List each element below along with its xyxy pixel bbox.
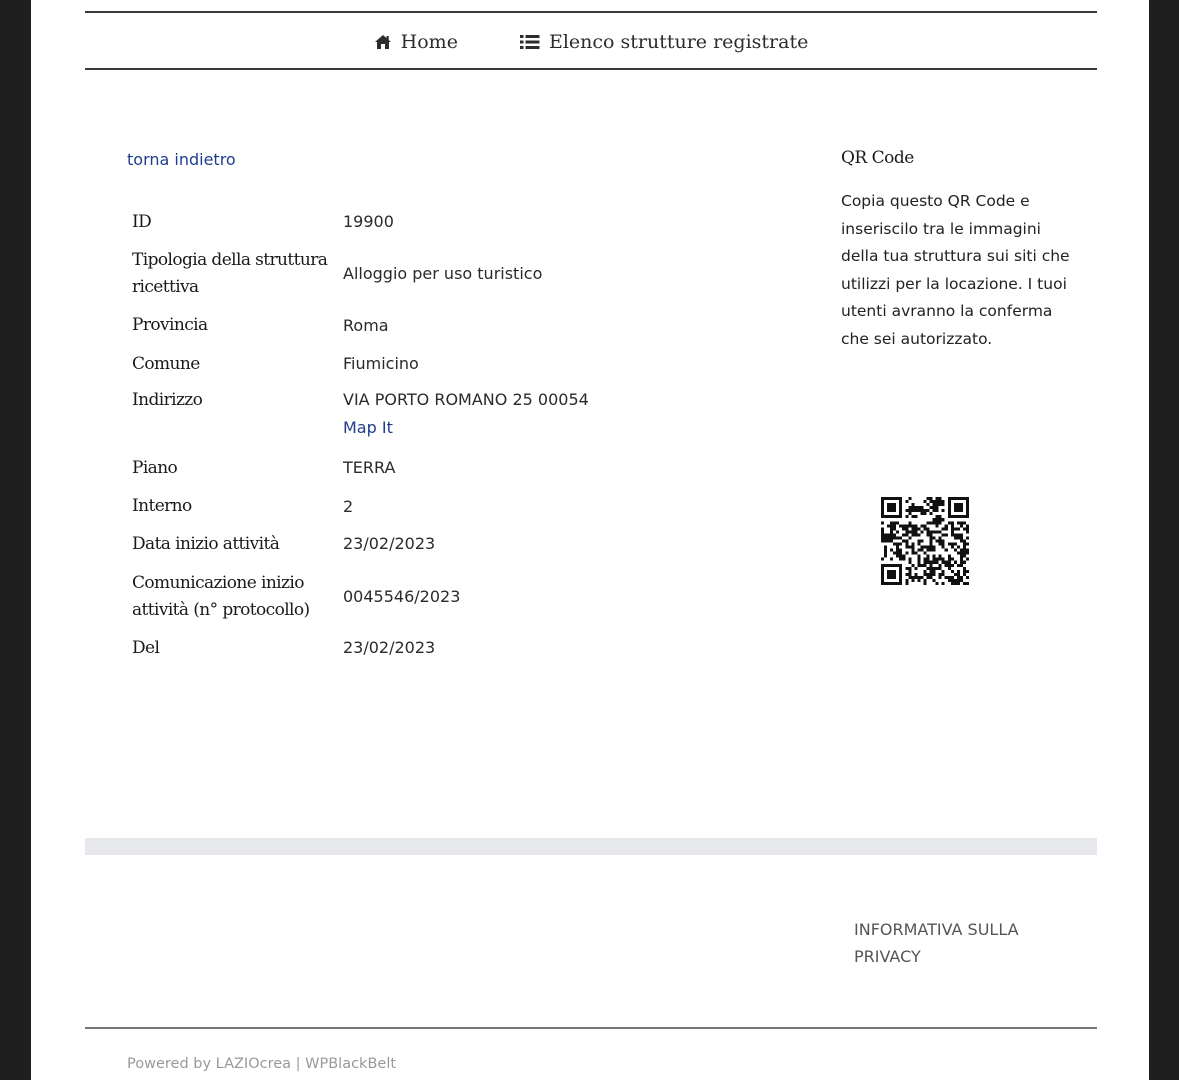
detail-row-data-inizio bbox=[132, 525, 692, 563]
nav-list-link[interactable] bbox=[520, 31, 808, 53]
detail-label: Provincia bbox=[132, 315, 208, 335]
page bbox=[31, 0, 1149, 1080]
top-rule bbox=[85, 11, 1097, 13]
detail-value: 2 bbox=[343, 496, 354, 516]
detail-value: TERRA bbox=[343, 458, 396, 477]
nav-home-label: Home bbox=[400, 30, 458, 53]
detail-value bbox=[343, 386, 589, 442]
qr-title: QR Code bbox=[841, 148, 914, 168]
detail-row-id bbox=[132, 205, 692, 239]
detail-label: Piano bbox=[132, 457, 178, 478]
wpblackbelt-link[interactable]: WPBlackBelt bbox=[305, 1056, 397, 1072]
detail-label: Comune bbox=[132, 353, 200, 374]
detail-value: 0045546/2023 bbox=[343, 586, 461, 606]
nav-bottom-rule bbox=[85, 68, 1097, 70]
detail-value: Fiumicino bbox=[343, 354, 419, 373]
detail-row-indirizzo bbox=[132, 386, 692, 448]
detail-label: Interno bbox=[132, 496, 192, 516]
details-table bbox=[132, 205, 692, 666]
address-text: VIA PORTO ROMANO 25 00054 bbox=[343, 390, 589, 409]
detail-label: Tipologia della struttura ricettiva bbox=[132, 250, 328, 297]
main-nav bbox=[85, 14, 1097, 69]
footer-rule bbox=[85, 1027, 1097, 1029]
privacy-link[interactable]: INFORMATIVA SULLA PRIVACY bbox=[854, 920, 1019, 966]
detail-row-piano bbox=[132, 448, 692, 488]
footer-separator-bar bbox=[85, 838, 1097, 855]
detail-row-comune bbox=[132, 342, 692, 386]
powered-by bbox=[127, 1056, 396, 1072]
detail-value: 23/02/2023 bbox=[343, 534, 436, 553]
detail-label: Del bbox=[132, 637, 160, 658]
qr-code-image bbox=[881, 497, 969, 585]
detail-label: Comunicazione inizio attività (n° protocollo) bbox=[132, 572, 310, 620]
detail-value: 23/02/2023 bbox=[343, 638, 436, 657]
lazio-crea-link[interactable]: LAZIOcrea bbox=[215, 1056, 292, 1072]
powered-prefix: Powered by bbox=[127, 1056, 212, 1072]
nav-home-link[interactable] bbox=[374, 31, 458, 53]
home-icon bbox=[374, 34, 392, 50]
detail-row-del bbox=[132, 630, 692, 666]
detail-value: Roma bbox=[343, 315, 389, 335]
detail-value: 19900 bbox=[343, 212, 394, 231]
powered-separator: | bbox=[295, 1056, 301, 1072]
detail-value: Alloggio per uso turistico bbox=[343, 264, 543, 283]
qr-description: Copia questo QR Code e inseriscilo tra le immagini della tua struttura sui siti che utilizzi per la locazione. I tuoi utenti avranno la conferma che sei autorizzato. bbox=[841, 192, 1070, 348]
nav-list-label: Elenco strutture registrate bbox=[548, 30, 809, 53]
back-link[interactable]: torna indietro bbox=[127, 150, 236, 169]
detail-label: Data inizio attività bbox=[132, 533, 280, 554]
detail-row-tipologia bbox=[132, 239, 692, 309]
qr-sidebar bbox=[841, 148, 1081, 353]
detail-row-comunicazione bbox=[132, 563, 692, 630]
map-it-link[interactable]: Map It bbox=[343, 418, 393, 437]
detail-row-interno bbox=[132, 488, 692, 525]
list-icon bbox=[520, 34, 540, 50]
detail-row-provincia bbox=[132, 309, 692, 342]
detail-label: Indirizzo bbox=[132, 390, 203, 410]
detail-label: ID bbox=[132, 211, 152, 232]
